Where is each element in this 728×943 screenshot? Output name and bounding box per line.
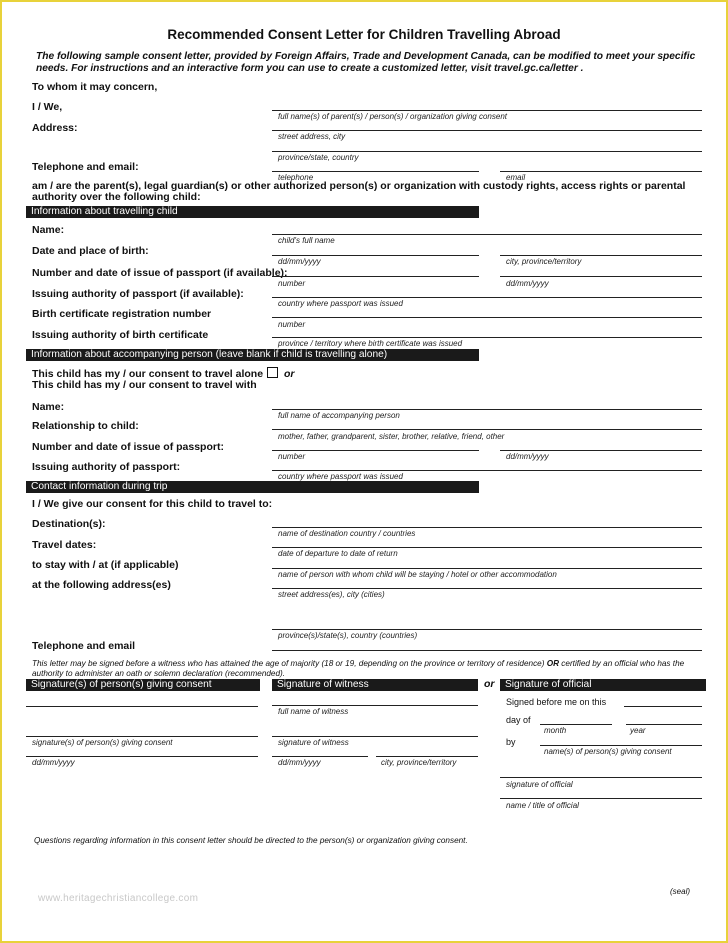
birth-cert-authority-caption: province / territory where birth certificate was issued <box>278 339 463 348</box>
month-caption: month <box>544 726 567 735</box>
trip-province-line[interactable] <box>272 629 702 630</box>
email-caption: email <box>506 173 526 182</box>
accompany-name-line[interactable] <box>272 409 702 410</box>
official-names-caption: name(s) of person(s) giving consent <box>544 747 672 756</box>
child-name-line[interactable] <box>272 234 702 235</box>
stay-caption: name of person with whom child will be staying / hotel or other accommodation <box>278 570 557 579</box>
seal-label: (seal) <box>670 887 691 896</box>
trip-telephone-label: Telephone and email <box>32 640 136 652</box>
destination-line[interactable] <box>272 527 702 528</box>
by-text: by <box>506 737 516 747</box>
official-signature-heading: Signature of official <box>500 679 706 691</box>
accompany-authority-label: Issuing authority of passport: <box>32 461 181 473</box>
passport-label: Number and date of issue of passport (if available): <box>32 267 288 279</box>
telephone-caption: telephone <box>278 173 314 182</box>
birthplace-caption: city, province/territory <box>506 257 582 266</box>
signed-day-line[interactable] <box>624 706 702 707</box>
dob-label: Date and place of birth: <box>32 245 149 257</box>
trip-province-caption: province(s)/state(s), country (countries) <box>278 631 418 640</box>
passport-authority-caption: country where passport was issued <box>278 299 403 308</box>
trip-consent-label: I / We give our consent for this child to travel to: <box>32 498 273 510</box>
telephone-email-label: Telephone and email: <box>32 161 139 173</box>
trip-street-line[interactable] <box>272 588 702 589</box>
official-signature-caption: signature of official <box>506 780 573 789</box>
relationship-line[interactable] <box>272 429 702 430</box>
intro-text: The following sample consent letter, provided by Foreign Affairs, Trade and Development Canada, can be modified to meet your specific needs. For instructions and an interactive form you can use to create a customized letter, visit travel.gc.ca/letter . <box>36 51 696 74</box>
consent-signature-line[interactable] <box>26 736 258 737</box>
passport-authority-label: Issuing authority of passport (if available): <box>32 288 244 300</box>
relationship-caption: mother, father, grandparent, sister, brother, relative, friend, other <box>278 432 505 441</box>
trip-telephone-line[interactable] <box>272 650 702 651</box>
birth-cert-authority-line[interactable] <box>272 337 702 338</box>
witness-signature-caption: signature of witness <box>278 738 349 747</box>
greeting: To whom it may concern, <box>32 81 158 93</box>
dob-caption: dd/mm/yyyy <box>278 257 321 266</box>
province-caption: province/state, country <box>278 153 359 162</box>
custody-statement: am / are the parent(s), legal guardian(s) or other authorized person(s) or organization with custody rights, access rights or parental authority over the following child: <box>32 180 686 203</box>
year-line[interactable] <box>626 724 702 725</box>
parent-name-caption: full name(s) of parent(s) / person(s) / organization giving consent <box>278 112 507 121</box>
street-line[interactable] <box>272 130 702 131</box>
official-signature-line[interactable] <box>500 777 702 778</box>
parent-name-line[interactable] <box>272 110 702 111</box>
witness-city-caption: city, province/territory <box>381 758 457 767</box>
official-name-caption: name / title of official <box>506 801 579 810</box>
consent-signature-heading: Signature(s) of person(s) giving consent <box>26 679 260 691</box>
birth-cert-authority-label: Issuing authority of birth certificate <box>32 329 209 341</box>
province-line[interactable] <box>272 151 702 152</box>
email-line[interactable] <box>500 171 702 172</box>
accompany-passport-date-line[interactable] <box>500 450 702 451</box>
passport-date-caption: dd/mm/yyyy <box>506 279 549 288</box>
birth-cert-line[interactable] <box>272 317 702 318</box>
passport-date-line[interactable] <box>500 276 702 277</box>
official-name-line[interactable] <box>500 798 702 799</box>
witness-date-line[interactable] <box>272 756 368 757</box>
passport-authority-line[interactable] <box>272 297 702 298</box>
street-caption: street address, city <box>278 132 346 141</box>
travel-alone-text: This child has my / our consent to travel alone <box>32 368 264 380</box>
trip-street-caption: street address(es), city (cities) <box>278 590 385 599</box>
accompany-passport-label: Number and date of issue of passport: <box>32 441 224 453</box>
accompany-name-label: Name: <box>32 401 65 413</box>
signature-or: or <box>484 678 495 690</box>
accompany-name-caption: full name of accompanying person <box>278 411 400 420</box>
travel-dates-label: Travel dates: <box>32 539 97 551</box>
witness-signature-line[interactable] <box>272 736 478 737</box>
accompany-passport-number-line[interactable] <box>272 450 479 451</box>
birth-cert-caption: number <box>278 320 306 329</box>
signing-note <box>32 659 704 679</box>
travel-dates-caption: date of departure to date of return <box>278 549 398 558</box>
telephone-line[interactable] <box>272 171 479 172</box>
witness-name-caption: full name of witness <box>278 707 349 716</box>
questions-note: Questions regarding information in this consent letter should be directed to the person(s) or organization giving consent. <box>34 836 468 845</box>
accompany-authority-caption: country where passport was issued <box>278 472 403 481</box>
consent-date-line[interactable] <box>26 756 258 757</box>
passport-number-caption: number <box>278 279 306 288</box>
watermark: www.heritagechristiancollege.com <box>38 893 199 904</box>
travel-dates-line[interactable] <box>272 547 702 548</box>
signed-before-text: Signed before me on this <box>506 697 607 707</box>
accompany-authority-line[interactable] <box>272 470 702 471</box>
day-of-text: day of <box>506 715 531 725</box>
consent-name-line[interactable] <box>26 706 258 707</box>
accompany-passport-number-caption: number <box>278 452 306 461</box>
child-section-heading: Information about travelling child <box>26 206 479 218</box>
child-name-label: Name: <box>32 224 65 236</box>
travel-alone-checkbox[interactable] <box>267 367 278 378</box>
birth-cert-label: Birth certificate registration number <box>32 308 212 320</box>
or-text: or <box>283 368 295 380</box>
consent-date-caption: dd/mm/yyyy <box>32 758 75 767</box>
consent-signature-caption: signature(s) of person(s) giving consent <box>32 738 173 747</box>
passport-number-line[interactable] <box>272 276 479 277</box>
stay-line[interactable] <box>272 568 702 569</box>
page-title: Recommended Consent Letter for Children Travelling Abroad <box>167 27 561 42</box>
travel-with-label: This child has my / our consent to travel with <box>32 379 257 391</box>
official-names-line[interactable] <box>540 745 702 746</box>
trip-address-label: at the following address(es) <box>32 579 171 591</box>
witness-city-line[interactable] <box>376 756 478 757</box>
signing-note-or: OR <box>546 659 560 668</box>
accompany-section-heading: Information about accompanying person (leave blank if child is travelling alone) <box>26 349 479 361</box>
relationship-label: Relationship to child: <box>32 420 139 432</box>
i-we-label: I / We, <box>32 101 63 113</box>
signing-note-end: certified by an official who has the authority to administer an oath or solemn declaration (recommended). <box>32 659 685 678</box>
month-line[interactable] <box>540 724 612 725</box>
year-caption: year <box>630 726 646 735</box>
witness-name-line[interactable] <box>272 705 478 706</box>
child-name-caption: child's full name <box>278 236 335 245</box>
witness-date-caption: dd/mm/yyyy <box>278 758 321 767</box>
dob-line[interactable] <box>272 255 479 256</box>
destination-label: Destination(s): <box>32 518 106 530</box>
birthplace-line[interactable] <box>500 255 702 256</box>
accompany-passport-date-caption: dd/mm/yyyy <box>506 452 549 461</box>
address-label: Address: <box>32 122 78 134</box>
witness-signature-heading: Signature of witness <box>272 679 478 691</box>
stay-label: to stay with / at (if applicable) <box>32 559 179 571</box>
trip-section-heading: Contact information during trip <box>26 481 479 493</box>
destination-caption: name of destination country / countries <box>278 529 416 538</box>
signing-note-start: This letter may be signed before a witness who has attained the age of majority (18 or 19, depending on the province or territory of residence) <box>32 659 547 668</box>
